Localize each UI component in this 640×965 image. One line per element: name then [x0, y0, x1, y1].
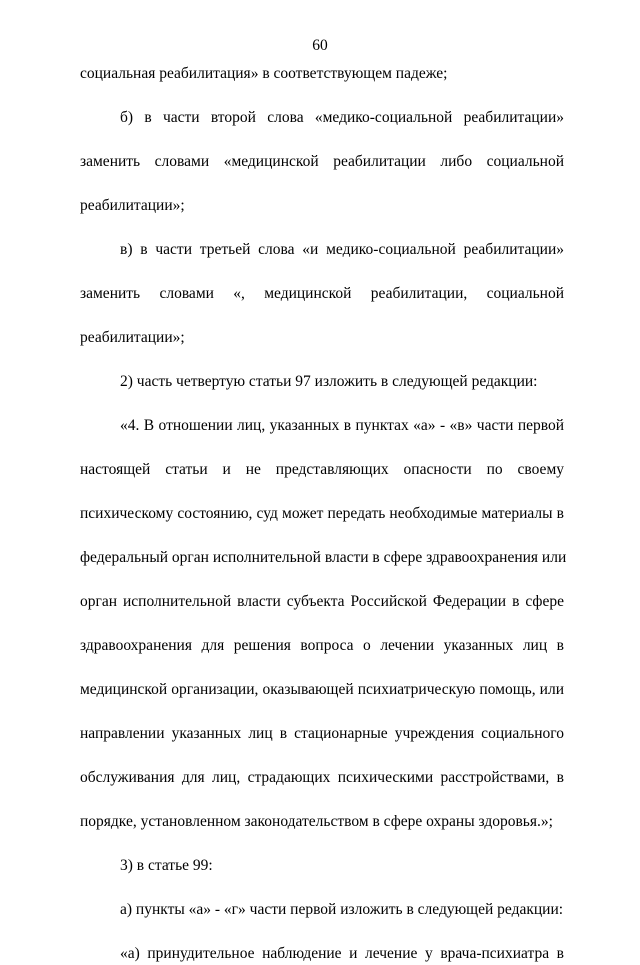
paragraph-line: медицинской организации, оказывающей психиатрическую помощь, или [80, 681, 564, 698]
paragraph-line: 3) в статье 99: [120, 857, 213, 874]
paragraph-line: в) в части третьей слова «и медико-социальной реабилитации» [120, 241, 564, 258]
paragraph-line: психическому состоянию, суд может передать необходимые материалы в [80, 505, 564, 522]
paragraph-line: а) пункты «а» - «г» части первой изложить в следующей редакции: [120, 901, 564, 918]
paragraph-line: реабилитации»; [80, 197, 185, 214]
page-number: 60 [312, 37, 328, 54]
paragraph-line: обслуживания для лиц, страдающих психическими расстройствами, в [80, 769, 564, 786]
paragraph-line: 2) часть четвертую статьи 97 изложить в следующей редакции: [120, 373, 538, 390]
paragraph-line: б) в части второй слова «медико-социальной реабилитации» [120, 109, 564, 126]
paragraph-line: заменить словами «медицинской реабилитации либо социальной [80, 153, 564, 170]
paragraph-line: социальная реабилитация» в соответствующем падеже; [80, 65, 448, 82]
paragraph-line: «4. В отношении лиц, указанных в пунктах «а» - «в» части первой [120, 417, 564, 434]
paragraph-line: федеральный орган исполнительной власти в сфере здравоохранения или [80, 549, 567, 566]
paragraph-line: «а) принудительное наблюдение и лечение у врача-психиатра в [120, 945, 564, 962]
paragraph-line: реабилитации»; [80, 329, 185, 346]
paragraph-line: орган исполнительной власти субъекта Российской Федерации в сфере [80, 593, 564, 610]
paragraph-line: здравоохранения для решения вопроса о лечении указанных лиц в [80, 637, 564, 654]
paragraph-line: заменить словами «, медицинской реабилитации, социальной [80, 285, 564, 302]
document-body [80, 63, 567, 965]
paragraph-line: настоящей статьи и не представляющих опасности по своему [80, 461, 564, 478]
paragraph-line: порядке, установленном законодательством в сфере охраны здоровья.»; [80, 813, 553, 830]
paragraph-line: направлении указанных лиц в стационарные учреждения социального [80, 725, 564, 742]
